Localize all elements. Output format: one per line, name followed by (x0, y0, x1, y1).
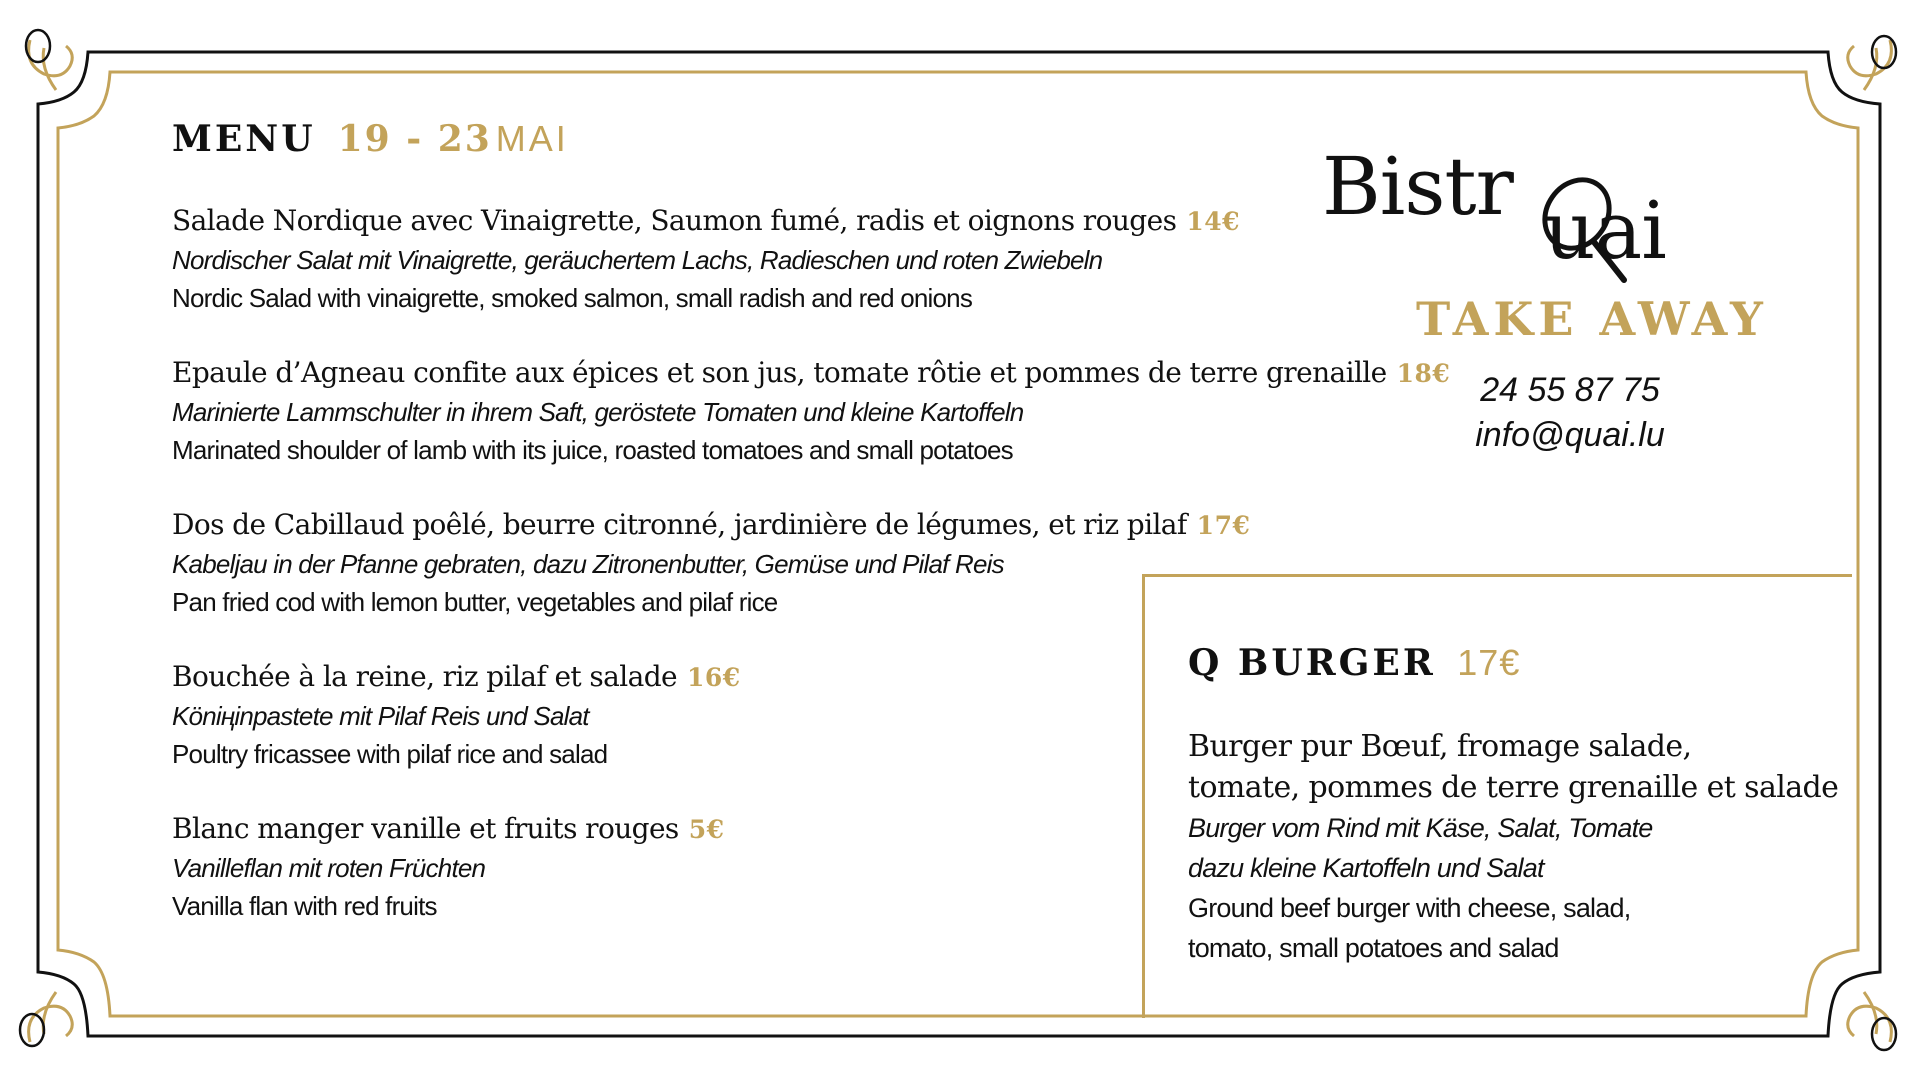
dish-name-fr: Dos de Cabillaud poêlé, beurre citronné, jardinière de légumes, et riz pilaf (172, 508, 1187, 541)
dish-price: 14€ (1186, 207, 1241, 236)
dish-name-de: Köniңinpastete mit Pilaf Reis und Salat (172, 701, 589, 731)
menu-dates: 19 - 23 (337, 118, 492, 160)
dish-1 (172, 202, 1240, 317)
glass-swirl-icon (20, 992, 72, 1046)
email-address: info@quai.lu (1475, 416, 1665, 454)
dish-name-de: Nordischer Salat mit Vinaigrette, geräuchertem Lachs, Radieschen und roten Zwiebeln (172, 245, 1103, 275)
burger-de-line: dazu kleine Kartoffeln und Salat (1188, 853, 1544, 883)
dish-name-de: Vanilleflan mit roten Früchten (172, 853, 486, 883)
dish-name-de: Kabeljau in der Pfanne gebraten, dazu Zitronenbutter, Gemüse und Pilaf Reis (172, 549, 1004, 579)
dish-name-fr: Epaule d’Agneau confite aux épices et son jus, tomate rôtie et pommes de terre grenaille (172, 356, 1387, 389)
menu-title: MENU (172, 118, 316, 160)
phone-number: 24 55 87 75 (1480, 371, 1660, 409)
glass-swirl-icon (1848, 992, 1896, 1050)
burger-fr-line: Burger pur Bœuf, fromage salade, (1188, 729, 1692, 764)
burger-title: Q BURGER (1188, 642, 1436, 684)
takeaway-label: TAKE AWAY (1416, 292, 1768, 346)
burger-en-line: tomato, small potatoes and salad (1188, 933, 1559, 963)
contact-info (1420, 368, 1720, 458)
glass-swirl-icon (1848, 36, 1896, 90)
menu-month: MAI (495, 118, 569, 159)
dish-4 (172, 658, 741, 773)
burger-description (1188, 726, 1838, 968)
dish-price: 18€ (1396, 359, 1451, 388)
burger-de-line: Burger vom Rind mit Käse, Salat, Tomate (1188, 813, 1653, 843)
dish-price: 16€ (687, 663, 741, 692)
dish-3 (172, 506, 1250, 621)
burger-en-line: Ground beef burger with cheese, salad, (1188, 893, 1631, 923)
dish-name-fr: Bouchée à la reine, riz pilaf et salade (172, 660, 677, 693)
logo-word-uai: uai (1544, 184, 1666, 277)
bistroquai-logo (1322, 140, 1762, 290)
dish-price: 5€ (688, 815, 725, 844)
glass-swirl-icon (26, 30, 72, 90)
dish-name-en: Poultry fricassee with pilaf rice and salad (172, 739, 608, 769)
dish-price: 17€ (1196, 511, 1251, 540)
dish-name-en: Marinated shoulder of lamb with its juice, roasted tomatoes and small potatoes (172, 435, 1013, 465)
dish-name-en: Nordic Salad with vinaigrette, smoked salmon, small radish and red onions (172, 283, 973, 313)
dish-name-de: Marinierte Lammschulter in ihrem Saft, geröstete Tomaten und kleine Kartoffeln (172, 397, 1024, 427)
dish-name-fr: Blanc manger vanille et fruits rouges (172, 812, 679, 845)
dish-name-fr: Salade Nordique avec Vinaigrette, Saumon fumé, radis et oignons rouges (172, 204, 1177, 237)
dish-name-en: Vanilla flan with red fruits (172, 891, 437, 921)
dish-2 (172, 354, 1450, 469)
dish-name-en: Pan fried cod with lemon butter, vegetables and pilaf rice (172, 587, 778, 617)
burger-heading (1188, 642, 1520, 684)
menu-heading (172, 118, 569, 160)
burger-price: 17€ (1457, 642, 1521, 683)
logo-word-bistro: Bistr (1322, 140, 1513, 233)
dish-5 (172, 810, 725, 925)
burger-fr-line: tomate, pommes de terre grenaille et salade (1188, 770, 1839, 805)
